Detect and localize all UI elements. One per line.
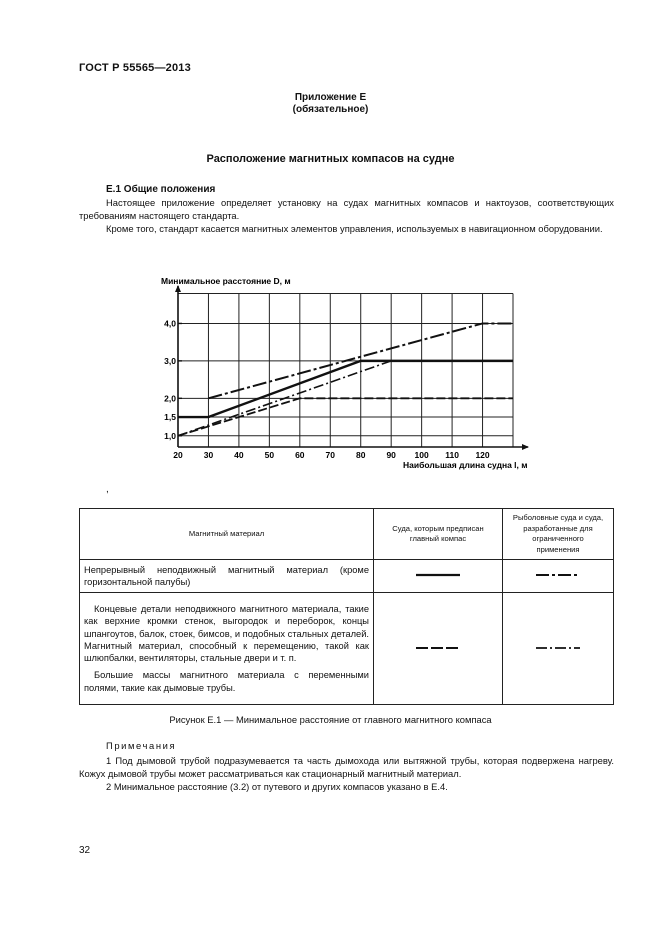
series-line-solid (178, 361, 513, 417)
section-heading: Е.1 Общие положения (106, 184, 216, 195)
x-tick-label: 110 (445, 450, 459, 460)
x-tick-label: 70 (325, 450, 336, 460)
y-axis-arrow (175, 285, 181, 292)
x-tick-label: 50 (264, 450, 275, 460)
chart-ticks (164, 318, 490, 460)
legend-symbol-dashdot (503, 560, 614, 593)
x-tick-label: 40 (234, 450, 244, 460)
y-tick-label: 1,0 (164, 430, 176, 441)
legend-row (80, 593, 614, 705)
x-tick-label: 90 (386, 450, 396, 460)
note-2: 2 Минимальное расстояние (3.2) от путевого и других компасов указано в Е.4. (106, 781, 448, 792)
y-axis-label: Минимальное расстояние D, м (161, 276, 291, 286)
y-tick-label: 3,0 (164, 355, 176, 366)
y-tick-label: 2,0 (164, 393, 176, 404)
legend-symbol-dashed (374, 593, 503, 705)
appendix-subtitle: (обязательное) (292, 104, 369, 115)
notes-heading: Примечания (106, 740, 177, 751)
page-number: 32 (79, 845, 91, 856)
y-tick-label: 1,5 (164, 412, 176, 423)
document-header: ГОСТ Р 55565—2013 (79, 62, 191, 74)
document-title: Расположение магнитных компасов на судне (206, 153, 455, 165)
chart-series (178, 323, 513, 435)
appendix-title: Приложение Е (294, 92, 367, 103)
x-tick-label: 60 (295, 450, 305, 460)
paragraph-2: Кроме того, стандарт касается магнитных элементов управления, используемых в навигационном оборудовании. (106, 223, 603, 234)
figure-caption: Рисунок Е.1 — Минимальное расстояние от главного магнитного компаса (169, 714, 492, 725)
note-1: 1 Под дымовой трубой подразумевается та часть дымохода или вытяжной трубы, которая подвержена нагреву. Кожух дымовой трубы может рассматриваться как стационарный магнитный материал. (79, 755, 614, 779)
legend-row (80, 560, 614, 593)
legend-symbol-dashdot-2 (503, 593, 614, 705)
legend-header-material: Магнитный материал (80, 509, 374, 560)
y-tick-label: 4,0 (164, 318, 176, 329)
x-tick-label: 80 (355, 450, 366, 460)
legend-material-variable: Большие массы магнитного материала с переменными полями, такие как дымовые трубы. (84, 670, 369, 693)
x-tick-label: 20 (173, 450, 183, 460)
legend-table (79, 508, 614, 705)
legend-header-fishing: Рыболовные суда и суда, разработанные для ограниченного применения (503, 509, 614, 560)
legend-header-main-compass: Суда, которым предписан главный компас (374, 509, 503, 560)
paragraph-1: Настоящее приложение определяет установку на судах магнитных компасов и нактоузов, соответствующих требованиям настоящего стандарта. (79, 197, 614, 221)
x-axis-label: Наибольшая длина судна l, м (403, 460, 528, 470)
legend-material-end-parts: Концевые детали неподвижного магнитного материала, такие как верхние кромки стенок, выгородок и переборок, концы шпангоутов, балок, стоек, бимсов, и подобных стальных деталей. Магнитный материал, способный к перемещению, такой как шлюпбалки, вентиляторы, стальные двери и т. п. (84, 604, 369, 664)
stray-comma: , (106, 484, 109, 495)
chart-grid (178, 293, 513, 447)
x-axis-arrow (522, 444, 529, 450)
legend-material-continuous: Непрерывный неподвижный магнитный материал (кроме горизонтальной палубы) (80, 560, 374, 593)
chart-axes (175, 285, 529, 450)
x-tick-label: 100 (414, 450, 429, 460)
x-tick-label: 120 (475, 450, 490, 460)
x-tick-label: 30 (203, 450, 214, 460)
legend-symbol-solid (374, 560, 503, 593)
